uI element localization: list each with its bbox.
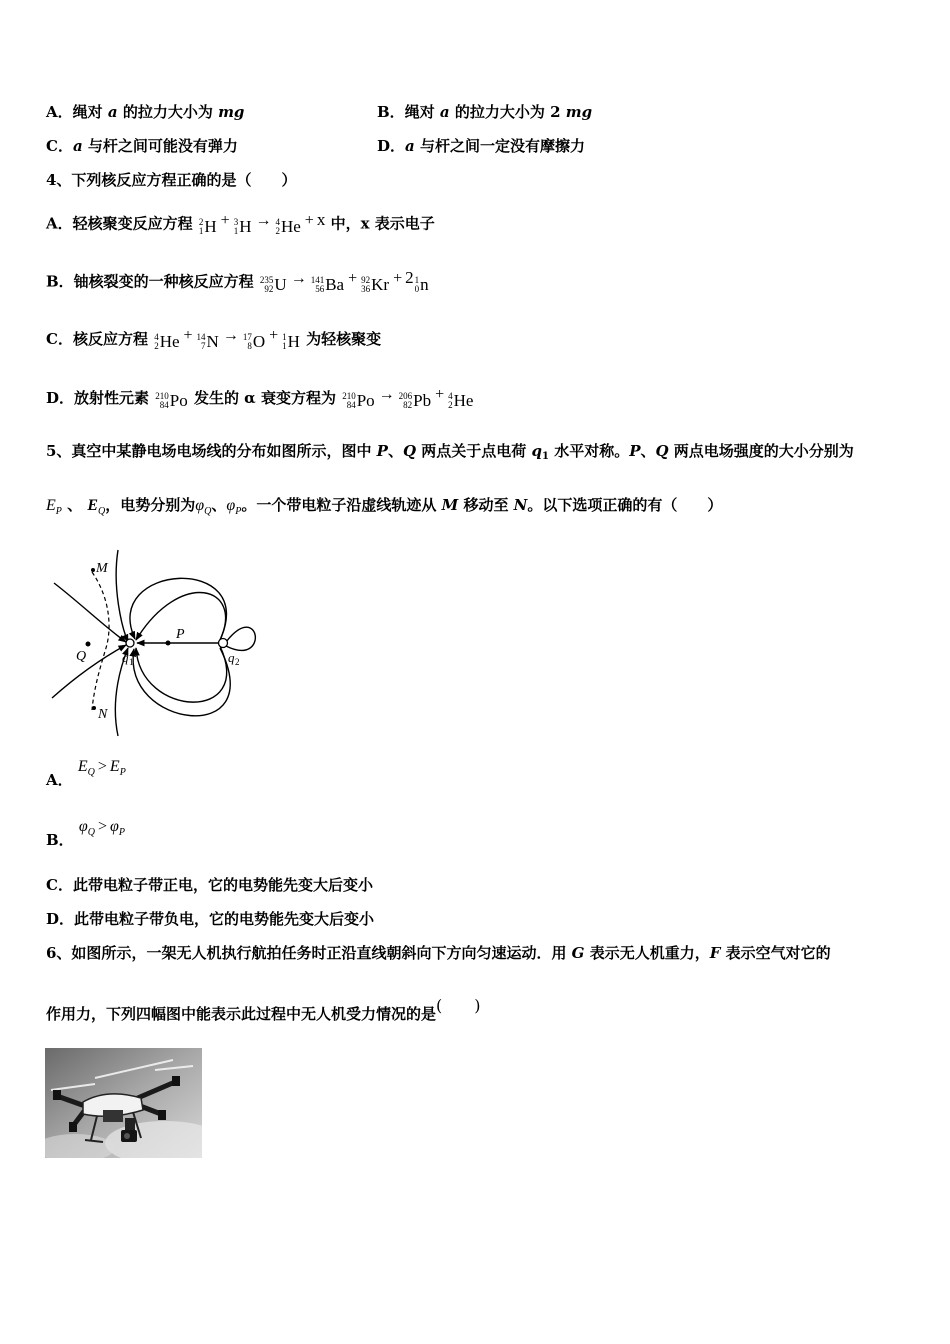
q3-option-d: D．a 与杆之间一定没有摩擦力 [377, 137, 585, 155]
label-q1-sub: 1 [129, 657, 134, 667]
field-strength-eq: $E_Q$ [87, 497, 106, 517]
label-n: N [98, 707, 108, 722]
nuclide-h3: 3 1 H [233, 217, 252, 236]
nuclide-p1: 1 1 H [282, 332, 300, 351]
label-q1: q [122, 650, 129, 665]
q4-option-c: C．核反应方程 4 2 He + 14 7 N → 17 8 O + 1 1 H 为轻核聚变 [46, 327, 382, 351]
ineq-e: $E_Q > E_P$ [77, 758, 126, 778]
field-strength-ep: $E_P$ [46, 497, 62, 517]
electric-field-figure [40, 548, 275, 740]
q3-option-b: B．绳对 a 的拉力大小为 2 mg [377, 103, 593, 121]
q5-option-d: D．此带电粒子带负电，它的电势能先变大后变小 [46, 910, 375, 928]
nuclide-he4: 4 2 He [154, 332, 180, 351]
drone-photo [45, 1048, 202, 1158]
label-p: P [176, 627, 185, 642]
fission-equation: 235 92 U → 141 56 Ba + 92 36 Kr + 2 1 0 n [259, 268, 429, 294]
potential-p: $\varphi_P$ [226, 497, 242, 517]
label-q2: q [228, 650, 235, 665]
nuclide-n14: 14 7 N [196, 332, 219, 351]
q4-option-d: D．放射性元素 210 84 Po 发生的 α 衰变方程为 210 84 Po → 206 82 Pb + 4 2 He [46, 386, 474, 410]
nuclide-po210: 210 84 Po [155, 391, 188, 410]
q3-option-c: C．a 与杆之间可能没有弹力 [46, 137, 238, 155]
nuclide-he4: 4 2 He [275, 217, 301, 236]
label-q: Q [76, 649, 87, 664]
nuclide-ba141: 141 56 Ba [310, 275, 345, 294]
q4-option-b: B．铀核裂变的一种核反应方程 235 92 U → 141 56 Ba + 92 36 Kr + 2 1 0 n [46, 268, 429, 294]
fusion-equation: 2 1 H + 3 1 H → 4 2 He + x [198, 210, 326, 236]
label-q2-sub: 2 [235, 657, 240, 667]
q4-option-a: A．轻核聚变反应方程 2 1 H + 3 1 H → 4 2 He + x 中，x 表示电子 [46, 210, 435, 236]
q5-stem-line1: 5、真空中某静电场电场线的分布如图所示，图中 P、Q 两点关于点电荷 $q_1$ 水平对称。P、Q 两点电场强度的大小分别为 [46, 442, 854, 462]
q5-option-a: A． $E_Q > E_P$ [46, 758, 126, 789]
q5-option-c: C．此带电粒子带正电，它的电势能先变大后变小 [46, 876, 373, 894]
alpha-decay-equation: 210 84 Po → 206 82 Pb + 4 2 He [342, 386, 474, 410]
q6-stem-line1: 6、如图所示，一架无人机执行航拍任务时正沿直线朝斜向下方向匀速运动．用 G 表示无人机重力，F 表示空气对它的 [46, 944, 831, 962]
nuclide-pb206: 206 82 Pb [398, 391, 432, 410]
label-m: M [96, 561, 108, 576]
nuclide-o17: 17 8 O [242, 332, 266, 351]
ineq-phi: $\varphi_Q > \varphi_P$ [78, 818, 126, 838]
potential-q: $\varphi_Q$ [195, 497, 212, 517]
nuclide-kr92: 92 36 Kr [361, 275, 390, 294]
nuclide-h2: 2 1 H [198, 217, 217, 236]
q3-option-a: A．绳对 a 的拉力大小为 mg [46, 103, 245, 121]
q4-stem: 4、下列核反应方程正确的是（ ） [46, 171, 297, 189]
transmutation-equation: 4 2 He + 14 7 N → 17 8 O + 1 1 H [154, 327, 300, 351]
q5-option-b: B． $\varphi_Q > \varphi_P$ [46, 818, 126, 849]
nuclide-n1: 1 0 n [414, 275, 429, 294]
q6-stem-line2: 作用力，下列四幅图中能表示此过程中无人机受力情况的是( ) [46, 996, 481, 1023]
q5-stem-line2: $E_P$ 、 $E_Q$，电势分别为$\varphi_Q$、$\varphi_P$。一个带电粒子沿虚线轨迹从 M 移动至 N。以下选项正确的有（ ） [46, 495, 722, 522]
nuclide-u235: 235 92 U [259, 275, 287, 294]
